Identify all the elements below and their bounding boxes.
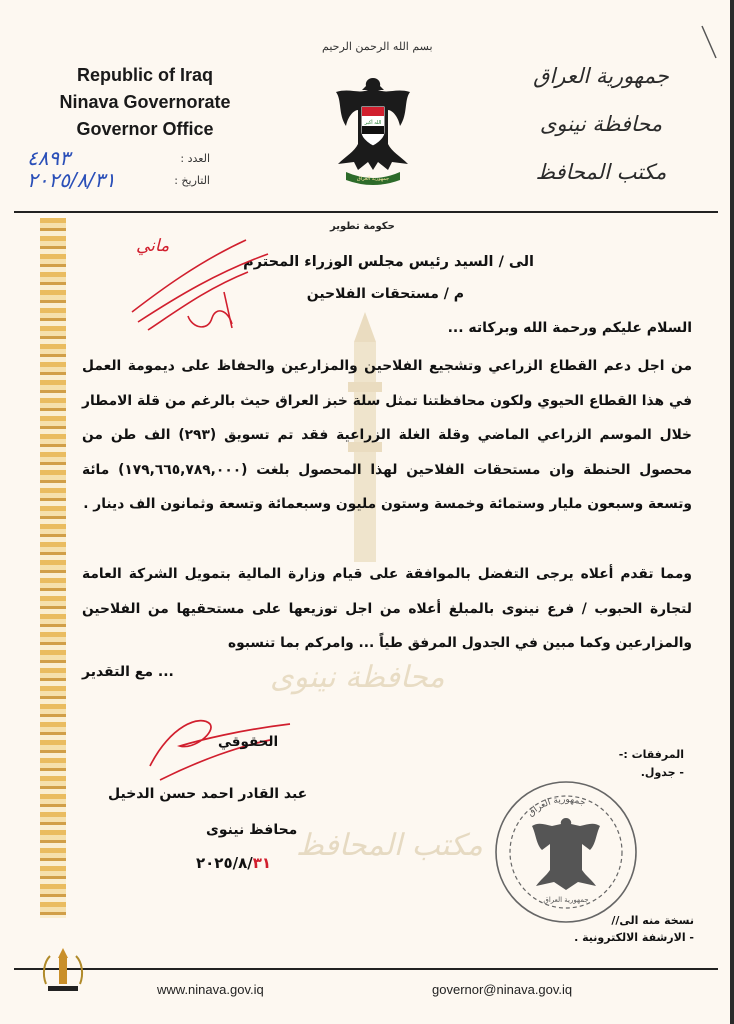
signature-date <box>196 854 271 872</box>
copies-label: نسخة منه الى// <box>611 914 694 927</box>
signature-date-day: ٣١ <box>252 854 272 872</box>
signatory-name: عبد القادر احمد حسن الدخيل <box>108 786 308 802</box>
signatory-title: الحقوقي <box>218 734 279 750</box>
signature-date-prefix: ٢٠٢٥/٨/ <box>196 854 253 872</box>
letterhead-ar-line3: مكتب المحافظ <box>535 160 667 184</box>
recipient-line: الى / السيد رئيس مجلس الوزراء المحترم <box>243 254 534 270</box>
reference-block <box>25 148 210 192</box>
footer-email-link[interactable]: governor@ninava.gov.iq <box>432 982 573 997</box>
watermark-office: مكتب المحافظ <box>296 828 483 863</box>
footer-website-link[interactable]: www.ninava.gov.iq <box>157 982 264 997</box>
official-seal-icon <box>492 778 640 926</box>
copies-block <box>544 912 694 946</box>
letterhead-ar-line1: جمهورية العراق <box>533 64 669 88</box>
letterhead-en-line1: Republic of Iraq <box>76 65 213 85</box>
emblem-takbir: الله أكبر <box>364 120 382 126</box>
english-letterhead <box>40 62 250 143</box>
reference-number-row <box>25 148 210 170</box>
reference-number-value: ٤٨٩٣ <box>27 146 70 170</box>
signatory-role: محافظ نينوى <box>206 822 298 838</box>
decorative-border-strip <box>40 218 66 918</box>
footer-divider <box>14 968 718 970</box>
attachments-item: - جدول. <box>640 766 684 779</box>
copies-item: - الارشفة الالكترونية . <box>574 931 694 944</box>
arabic-letterhead <box>506 52 696 196</box>
subject-line: م / مستحقات الفلاحين <box>306 286 464 302</box>
basmala: بسم الله الرحمن الرحيم <box>322 40 433 53</box>
closing-line: ... مع التقدير <box>82 664 174 680</box>
governorate-logo-icon <box>38 944 88 998</box>
attachments-label: المرفقات :- <box>618 748 684 761</box>
pen-stroke-icon <box>700 24 720 64</box>
handwritten-top-note: ماني <box>136 236 170 256</box>
seal-outer-text: جمهورية العراق <box>525 794 587 819</box>
letterhead-en-line2: Ninava Governorate <box>59 92 231 112</box>
header-divider <box>14 211 718 213</box>
watermark-governorate: محافظة نينوى <box>270 660 445 695</box>
reference-date-row <box>25 170 210 192</box>
paragraph-1: من اجل دعم القطاع الزراعي وتشجيع الفلاحين والمزارعين والحفاظ على ديمومة العمل في هذا القطاع الحيوي ولكون محافظتنا تمثل سلة خبز العراق حيث بالرغم من قلة الامطار خلال الموسم الزراعي الماضي وقلة الغلة الزراعية فقد تم تسويق (٢٩٣) الف طن من محصول الحنطة وان مستحقات الفلاحين لهذا المحصول بلغت (١٧٩,٦٦٥,٧٨٩,٠٠٠) مائة وتسعة وسبعون مليار وستمائة وخمسة وستون مليون وسبعمائة وتسعة وثمانون الف دينار . <box>82 358 692 512</box>
greeting: السلام عليكم ورحمة الله وبركاته ... <box>447 320 692 336</box>
reference-number-label: العدد : <box>180 152 210 165</box>
government-tag: حكومة تطوير <box>330 221 395 232</box>
reference-date-value: ٢٠٢٥/٨/٣١ <box>27 168 116 192</box>
letterhead-en-line3: Governor Office <box>76 119 214 139</box>
reference-date-label: التاريخ : <box>174 174 210 187</box>
letterhead-ar-line2: محافظة نينوى <box>539 112 663 136</box>
attachments-block <box>574 746 684 782</box>
paragraph-2: ومما تقدم أعلاه يرجى التفضل بالموافقة على قيام وزارة المالية بتمويل الشركة العامة لتجارة الحبوب / فرع نينوى بالمبلغ أعلاه من اجل توزيعها على مستحقيها من الفلاحين والمزارعين وكما مبين في الجدول المرفق طياً ... وامركم بما تنسبوه <box>82 566 692 651</box>
emblem-banner: جمهورية العراق <box>356 176 390 182</box>
iraq-eagle-emblem-icon <box>328 70 418 188</box>
scan-edge <box>730 0 734 1024</box>
seal-inner-text: جمهورية العراق <box>543 896 589 904</box>
